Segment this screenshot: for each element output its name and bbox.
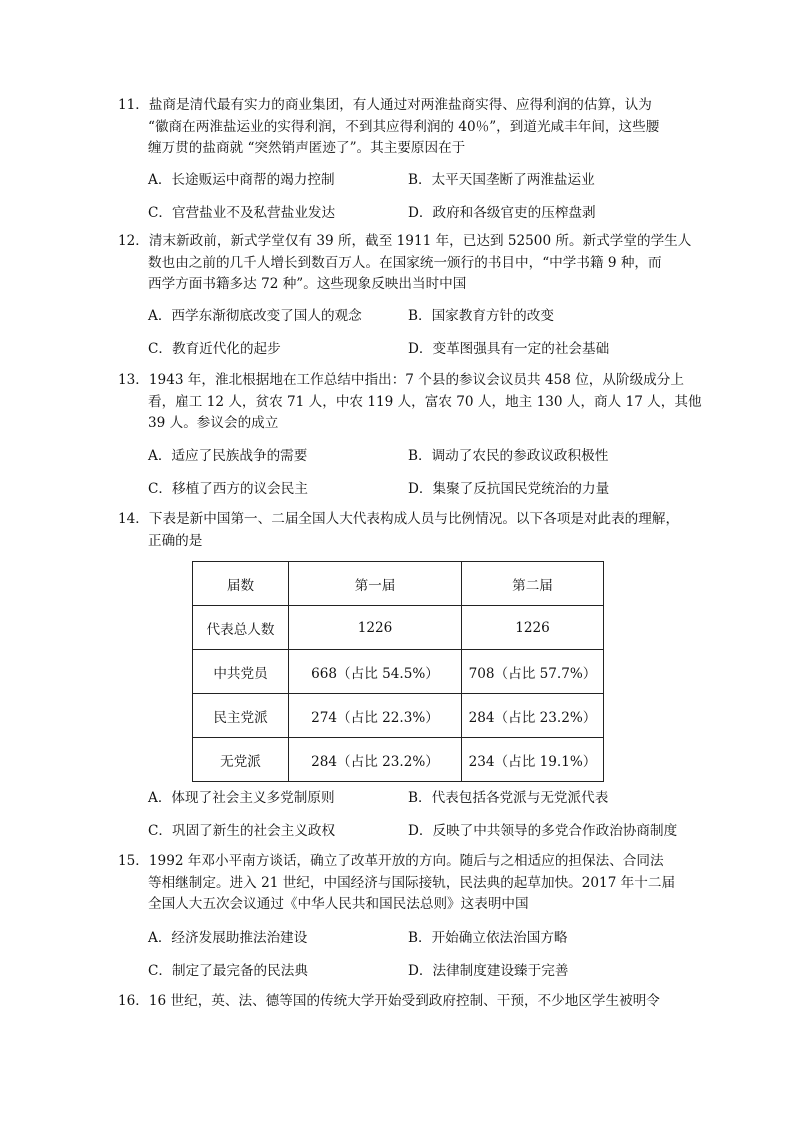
q12-option-c: C．教育近代化的起步 xyxy=(148,341,281,357)
table-cell: 668（占比 54.5%） xyxy=(289,650,462,694)
q15-option-b: B．开始确立依法治国方略 xyxy=(408,930,568,946)
table-cell: 234（占比 19.1%） xyxy=(462,738,604,782)
q15-option-c: C．制定了最完备的民法典 xyxy=(148,963,308,979)
question-12-line-1: 12．清末新政前，新式学堂仅有 39 所，截至 1911 年，已达到 52500 所。新式学堂的学生人 xyxy=(118,233,692,249)
q13-option-c: C．移植了西方的议会民主 xyxy=(148,481,308,497)
table-cell: 284（占比 23.2%） xyxy=(289,738,462,782)
table-header-cell: 第二届 xyxy=(462,562,604,606)
q11-option-c: C．官营盐业不及私营盐业发达 xyxy=(148,205,336,221)
question-16-line-1: 16．16 世纪，英、法、德等国的传统大学开始受到政府控制、干预，不少地区学生被明令 xyxy=(118,993,660,1009)
table-cell: 274（占比 22.3%） xyxy=(289,694,462,738)
table-cell: 1226 xyxy=(289,606,462,650)
table-cell: 中共党员 xyxy=(193,650,289,694)
question-13-line-3: 39 人。参议会的成立 xyxy=(148,415,279,431)
q13-option-a: A．适应了民族战争的需要 xyxy=(148,448,308,464)
question-13-line-1: 13．1943 年，淮北根据地在工作总结中指出：7 个县的参议会议员共 458 位，从阶级成分上 xyxy=(118,372,684,388)
q11-option-d: D．政府和各级官吏的压榨盘剥 xyxy=(408,205,596,221)
question-11 xyxy=(118,95,678,160)
table-row xyxy=(193,694,604,738)
question-12-line-2: 数也由之前的几千人增长到数百万人。在国家统一颁行的书目中，“中学书籍 9 种，而 xyxy=(148,254,662,271)
q12-option-d: D．变革图强具有一定的社会基础 xyxy=(408,341,610,357)
q13-option-d: D．集聚了反抗国民党统治的力量 xyxy=(408,481,610,497)
question-12-line-3: 西学方面书籍多达 72 种”。这些现象反映出当时中国 xyxy=(148,276,467,292)
table-cell: 708（占比 57.7%） xyxy=(462,650,604,694)
q11-option-b: B．太平天国垄断了两淮盐运业 xyxy=(408,172,595,188)
question-12 xyxy=(118,231,692,296)
question-11-line-3: 缠万贯的盐商就 “突然销声匿迹了”。其主要原因在于 xyxy=(148,140,466,156)
q14-option-a: A．体现了社会主义多党制原则 xyxy=(148,790,335,806)
question-15-line-2: 等相继制定。进入 21 世纪，中国经济与国际接轨，民法典的起草加快。2017 年十二届 xyxy=(148,874,676,891)
question-13-line-2: 看，雇工 12 人，贫农 71 人，中农 119 人，富农 70 人，地主 130 人，商人 17 人，其他 xyxy=(148,393,702,410)
question-11-line-2: “徽商在两淮盐运业的实得利润，不到其应得利润的 40％”，到道光咸丰年间，这些腰 xyxy=(148,118,660,135)
question-15 xyxy=(118,851,678,916)
table-cell: 民主党派 xyxy=(193,694,289,738)
table-row xyxy=(193,738,604,782)
question-14 xyxy=(118,509,678,552)
table-header-cell: 第一届 xyxy=(289,562,462,606)
q15-option-d: D．法律制度建设臻于完善 xyxy=(408,963,569,979)
table-cell: 无党派 xyxy=(193,738,289,782)
table-cell: 代表总人数 xyxy=(193,606,289,650)
q15-option-a: A．经济发展助推法治建设 xyxy=(148,930,308,946)
question-11-line-1: 11．盐商是清代最有实力的商业集团，有人通过对两淮盐商实得、应得利润的估算，认为 xyxy=(118,97,652,113)
question-14-line-2: 正确的是 xyxy=(148,532,203,549)
table-header-row xyxy=(193,562,604,606)
table-row xyxy=(193,650,604,694)
delegates-table xyxy=(192,561,604,782)
q13-option-b: B．调动了农民的参政议政积极性 xyxy=(408,448,609,464)
table-cell: 284（占比 23.2%） xyxy=(462,694,604,738)
q14-option-c: C．巩固了新生的社会主义政权 xyxy=(148,823,336,839)
table-row xyxy=(193,606,604,650)
question-13 xyxy=(118,370,702,435)
question-15-line-3: 全国人大五次会议通过《中华人民共和国民法总则》这表明中国 xyxy=(148,896,529,912)
q12-option-a: A．西学东渐彻底改变了国人的观念 xyxy=(148,308,362,324)
q14-option-b: B．代表包括各党派与无党派代表 xyxy=(408,790,609,806)
question-14-line-1: 14．下表是新中国第一、二届全国人大代表构成人员与比例情况。以下各项是对此表的理解， xyxy=(118,511,680,527)
table-header-cell: 届数 xyxy=(193,562,289,606)
question-16 xyxy=(118,991,678,1013)
q11-option-a: A．长途贩运中商帮的竭力控制 xyxy=(148,172,335,188)
q12-option-b: B．国家教育方针的改变 xyxy=(408,308,554,324)
question-15-line-1: 15．1992 年邓小平南方谈话，确立了改革开放的方向。随后与之相适应的担保法、合同法 xyxy=(118,853,664,869)
table-cell: 1226 xyxy=(462,606,604,650)
q14-option-d: D．反映了中共领导的多党合作政治协商制度 xyxy=(408,823,678,839)
